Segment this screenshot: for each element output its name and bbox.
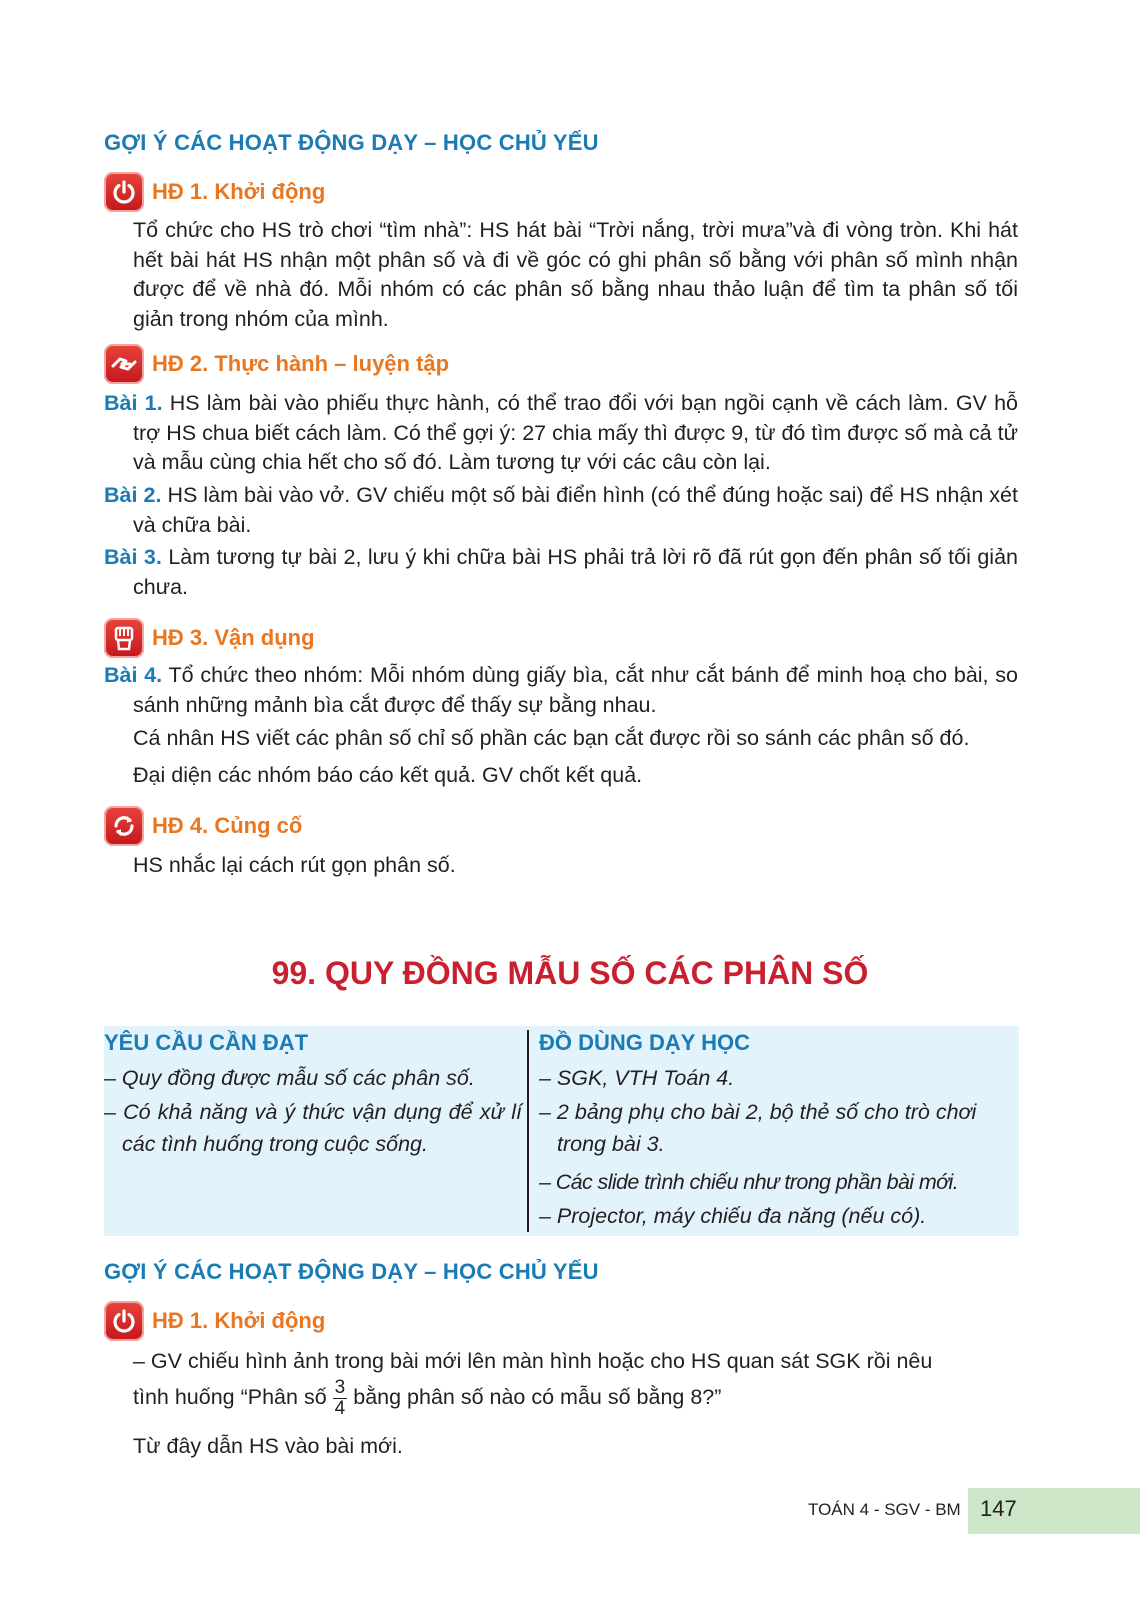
page-number-box bbox=[968, 1488, 1140, 1534]
refresh-icon bbox=[104, 806, 144, 846]
activity-heading-hd1 bbox=[104, 1301, 325, 1341]
activity-heading-hd3 bbox=[104, 618, 315, 658]
activity-heading-hd4 bbox=[104, 806, 302, 846]
material-item: – 2 bảng phụ cho bài 2, bộ thẻ số cho trò chơi trong bài 3. bbox=[539, 1100, 977, 1156]
fist-icon bbox=[104, 618, 144, 658]
activity-label: HĐ 2. Thực hành – luyện tập bbox=[152, 351, 450, 376]
footer-book: TOÁN 4 - SGV - BM bbox=[808, 1500, 961, 1519]
material-item: – Projector, máy chiếu đa năng (nếu có). bbox=[539, 1204, 927, 1228]
activity-heading-hd2 bbox=[104, 344, 449, 384]
material-item: – SGK, VTH Toán 4. bbox=[539, 1066, 735, 1090]
activity-text-fraction-line bbox=[133, 1378, 1018, 1419]
exercise-text: Làm tương tự bài 2, lưu ý khi chữa bài HS phải trả lời rõ đã rút gọn đến phân số tối giản chưa. bbox=[133, 545, 1018, 599]
activity-label: HĐ 4. Củng cố bbox=[152, 813, 303, 838]
activity-text: HS nhắc lại cách rút gọn phân số. bbox=[133, 853, 456, 877]
requirements-title: YÊU CẦU CẦN ĐẠT bbox=[104, 1030, 309, 1055]
activity-label: HĐ 1. Khởi động bbox=[152, 1308, 326, 1333]
exercise-bai4 bbox=[104, 661, 1018, 720]
activity-label: HĐ 3. Vận dụng bbox=[152, 625, 315, 650]
requirement-item: – Quy đồng được mẫu số các phân số. bbox=[104, 1066, 475, 1090]
paragraph: Cá nhân HS viết các phân số chỉ số phần các bạn cắt được rồi so sánh các phân số đó. bbox=[133, 726, 970, 750]
box-divider bbox=[527, 1030, 529, 1232]
exercise-bai1 bbox=[104, 389, 1018, 478]
material-item: – Các slide trình chiếu như trong phần bài mới. bbox=[539, 1170, 959, 1194]
materials-title: ĐỒ DÙNG DẠY HỌC bbox=[539, 1030, 751, 1055]
exercise-text: HS làm bài vào vở. GV chiếu một số bài điển hình (có thể đúng hoặc sai) để HS nhận xét và chữa bài. bbox=[133, 483, 1018, 537]
exercise-label: Bài 2. bbox=[104, 483, 162, 507]
page-number: 147 bbox=[980, 1496, 1017, 1521]
exercise-label: Bài 4. bbox=[104, 663, 163, 687]
exercise-bai2 bbox=[104, 481, 1018, 540]
activity-label: HĐ 1. Khởi động bbox=[152, 179, 326, 204]
text-part: tình huống “Phân số bbox=[133, 1385, 327, 1410]
power-icon bbox=[104, 172, 144, 212]
fraction-numerator: 3 bbox=[334, 1377, 346, 1398]
hands-icon bbox=[104, 344, 144, 384]
activity-heading-hd1 bbox=[104, 172, 325, 212]
activity-text: – GV chiếu hình ảnh trong bài mới lên màn hình hoặc cho HS quan sát SGK rồi nêu bbox=[133, 1349, 933, 1373]
activity-text: Tổ chức cho HS trò chơi “tìm nhà”: HS hát bài “Trời nắng, trời mưa”và đi vòng tròn. Khi hát hết bài hát HS nhận một phân số và đi về góc có ghi phân số bằng với phân số mình nhận được để về nhà đó. Mỗi nhóm có các phân số bằng nhau thảo luận để tìm ta phân số tối giản trong nhóm của mình. bbox=[133, 218, 1018, 331]
exercise-label: Bài 3. bbox=[104, 545, 162, 569]
lesson-title: 99. QUY ĐỒNG MẪU SỐ CÁC PHÂN SỐ bbox=[271, 955, 869, 991]
fraction-denominator: 4 bbox=[334, 1398, 346, 1419]
requirement-item: – Có khả năng và ý thức vận dụng để xử lí các tình huống trong cuộc sống. bbox=[104, 1100, 522, 1156]
section-title: GỢI Ý CÁC HOẠT ĐỘNG DẠY – HỌC CHỦ YẾU bbox=[104, 130, 599, 155]
exercise-label: Bài 1. bbox=[104, 391, 163, 415]
activity-text: Từ đây dẫn HS vào bài mới. bbox=[133, 1434, 403, 1458]
fraction bbox=[333, 1378, 348, 1419]
paragraph: Đại diện các nhóm báo cáo kết quả. GV chốt kết quả. bbox=[133, 763, 643, 787]
exercise-bai3 bbox=[104, 543, 1018, 602]
exercise-text: Tổ chức theo nhóm: Mỗi nhóm dùng giấy bìa, cắt như cắt bánh để minh hoạ cho bài, so sánh những mảnh bìa cắt được để thấy sự bằng nhau. bbox=[133, 663, 1018, 717]
exercise-text: HS làm bài vào phiếu thực hành, có thể trao đổi với bạn ngồi cạnh về cách làm. GV hỗ trợ HS chua biết cách làm. Có thể gợi ý: 27 chia mấy thì được 9, từ đó tìm được số mà cả tử và mẫu cùng chia hết cho số đó. Làm tương tự với các câu còn lại. bbox=[133, 391, 1018, 474]
power-icon bbox=[104, 1301, 144, 1341]
text-part: bằng phân số nào có mẫu số bằng 8?” bbox=[353, 1385, 722, 1410]
section-title: GỢI Ý CÁC HOẠT ĐỘNG DẠY – HỌC CHỦ YẾU bbox=[104, 1259, 599, 1284]
